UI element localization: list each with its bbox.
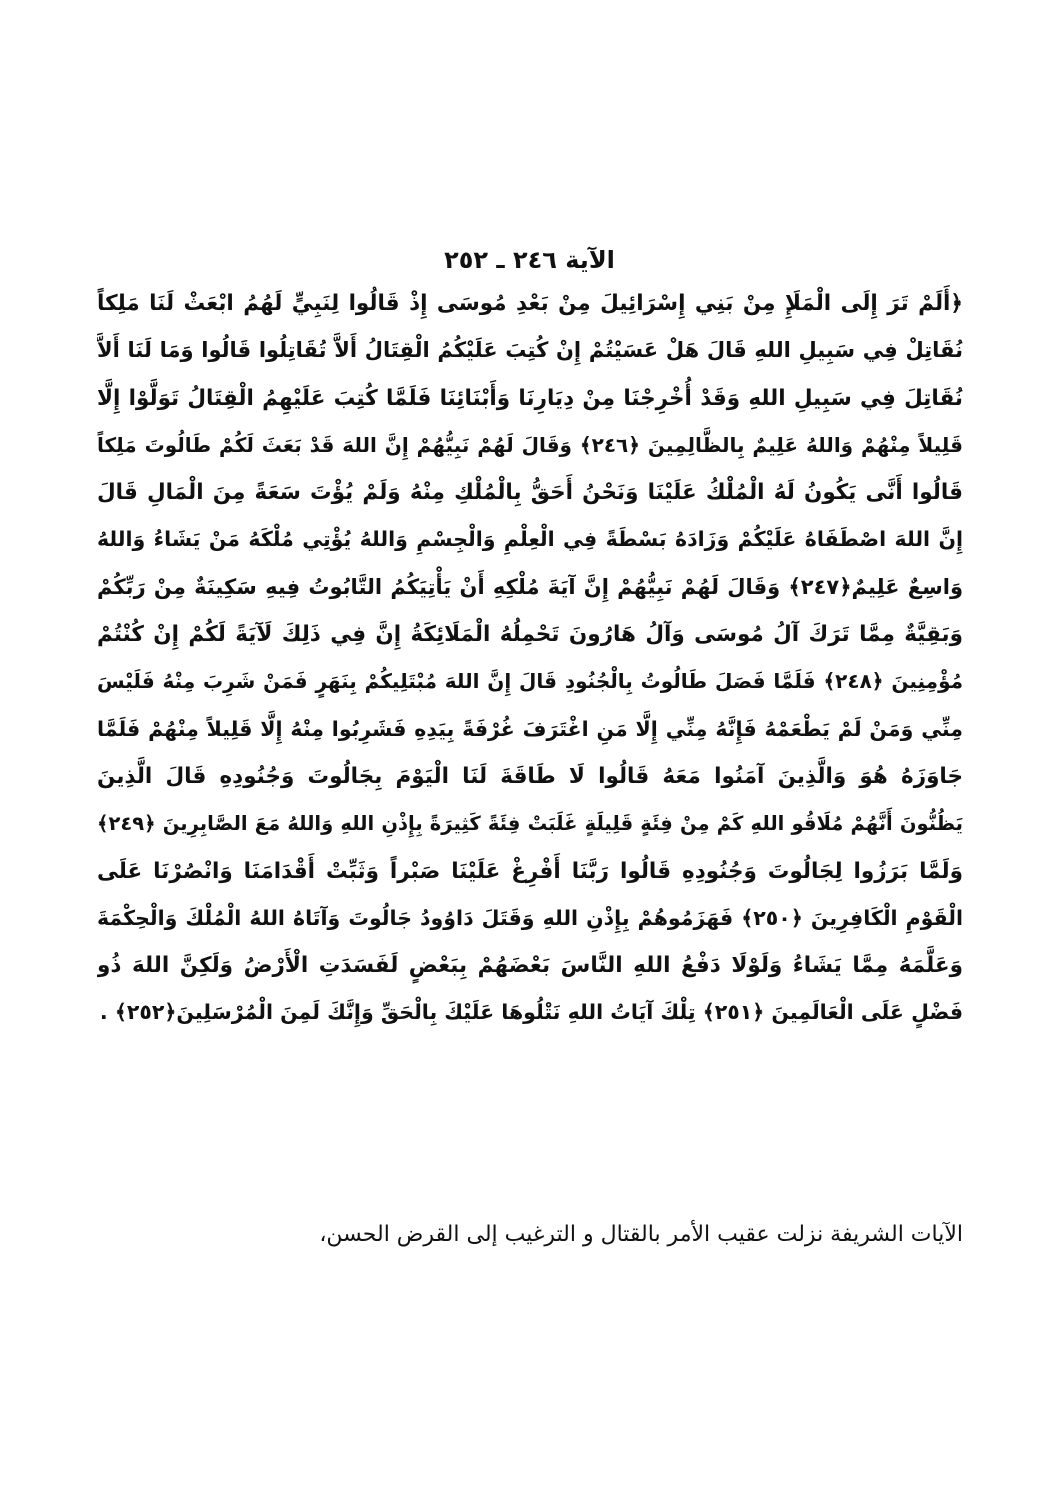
verse-line: مُؤْمِنِينَ ﴿٢٤٨﴾ فَلَمَّا فَصَلَ طَالُوتُ بِالْجُنُودِ قَالَ إِنَّ اللهَ مُبْتَلِيكُمْ بِنَهَرٍ فَمَنْ شَرِبَ مِنْهُ فَلَيْسَ [97,669,963,694]
verse-line: فَضْلٍ عَلَى الْعَالَمِينَ ﴿٢٥١﴾ تِلْكَ آيَاتُ اللهِ نَتْلُوهَا عَلَيْكَ بِالْحَقِّ وَإِنَّكَ لَمِنَ الْمُرْسَلِينَ﴿٢٥٢﴾ . [99,1000,963,1025]
verse-range-heading: الآية ٢٤٦ ـ ٢٥٢ [444,246,615,274]
verse-line: جَاوَزَهُ هُوَ وَالَّذِينَ آمَنُوا مَعَهُ قَالُوا لَا طَاقَةَ لَنَا الْيَوْمَ بِجَالُوتَ وَجُنُودِهِ قَالَ الَّذِينَ [97,763,963,789]
verse-line: يَظُنُّونَ أَنَّهُمْ مُلَاقُو اللهِ كَمْ مِنْ فِئَةٍ قَلِيلَةٍ غَلَبَتْ فِئَةً كَثِيرَةً بِإِذْنِ اللهِ وَاللهُ مَعَ الصَّابِرِينَ ﴿٢٤٩﴾ [97,812,963,836]
commentary-paragraph: الآيات الشريفة نزلت عقيب الأمر بالقتال و الترغيب إلى القرض الحسن، [319,1222,963,1247]
verse-line: نُقَاتِلْ فِي سَبِيلِ اللهِ قَالَ هَلْ عَسَيْتُمْ إِنْ كُتِبَ عَلَيْكُمُ الْقِتَالُ أَلاَّ تُقَاتِلُوا قَالُوا وَمَا لَنَا أَلاَّ [97,338,963,363]
verse-line: قَلِيلاً مِنْهُمْ وَاللهُ عَلِيمٌ بِالظَّالِمِينَ ﴿٢٤٦﴾ وَقَالَ لَهُمْ نَبِيُّهُمْ إِنَّ اللهَ قَدْ بَعَثَ لَكُمْ طَالُوتَ مَلِكاً [97,432,963,457]
quran-verses-block [97,280,963,1037]
verse-line: قَالُوا أَنَّى يَكُونُ لَهُ الْمُلْكُ عَلَيْنَا وَنَحْنُ أَحَقُّ بِالْمُلْكِ مِنْهُ وَلَمْ يُؤْتَ سَعَةً مِنَ الْمَالِ قَالَ [97,480,963,506]
verse-line: الْقَوْمِ الْكَافِرِينَ ﴿٢٥٠﴾ فَهَزَمُوهُمْ بِإِذْنِ اللهِ وَقَتَلَ دَاوُودُ جَالُوتَ وَآتَاهُ اللهُ الْمُلْكَ وَالْحِكْمَةَ [97,905,963,930]
verse-line: وَاسِعٌ عَلِيمٌ﴿٢٤٧﴾ وَقَالَ لَهُمْ نَبِيُّهُمْ إِنَّ آيَةَ مُلْكِهِ أَنْ يَأْتِيَكُمُ التَّابُوتُ فِيهِ سَكِينَةٌ مِنْ رَبِّكُمْ [97,574,963,599]
verse-line: إِنَّ اللهَ اصْطَفَاهُ عَلَيْكُمْ وَزَادَهُ بَسْطَةً فِي الْعِلْمِ وَالْجِسْمِ وَاللهُ يُؤْتِي مُلْكَهُ مَنْ يَشَاءُ وَاللهُ [97,527,963,552]
verse-line: نُقَاتِلَ فِي سَبِيلِ اللهِ وَقَدْ أُخْرِجْنَا مِنْ دِيَارِنَا وَأَبْنَائِنَا فَلَمَّا كُتِبَ عَلَيْهِمُ الْقِتَالُ تَوَلَّوْا إِلَّا [97,385,963,411]
verse-line: مِنِّي وَمَنْ لَمْ يَطْعَمْهُ فَإِنَّهُ مِنِّي إِلَّا مَنِ اغْتَرَفَ غُرْفَةً بِيَدِهِ فَشَرِبُوا مِنْهُ إِلَّا قَلِيلاً مِنْهُمْ فَلَمَّا [97,716,963,741]
verse-line: وَعَلَّمَهُ مِمَّا يَشَاءُ وَلَوْلَا دَفْعُ اللهِ النَّاسَ بَعْضَهُمْ بِبَعْضٍ لَفَسَدَتِ الْأَرْضُ وَلَكِنَّ اللهَ ذُو [97,953,963,979]
verse-line: ﴿أَلَمْ تَرَ إِلَى الْمَلَإِ مِنْ بَنِي إِسْرَائِيلَ مِنْ بَعْدِ مُوسَى إِذْ قَالُوا لِنَبِيٍّ لَهُمُ ابْعَثْ لَنَا مَلِكاً [97,291,963,316]
verse-line: وَلَمَّا بَرَزُوا لِجَالُوتَ وَجُنُودِهِ قَالُوا رَبَّنَا أَفْرِغْ عَلَيْنَا صَبْراً وَثَبِّتْ أَقْدَامَنَا وَانْصُرْنَا عَلَى [97,858,963,884]
verse-line: وَبَقِيَّةٌ مِمَّا تَرَكَ آلُ مُوسَى وَآلُ هَارُونَ تَحْمِلُهُ الْمَلَائِكَةُ إِنَّ فِي ذَلِكَ لَآيَةً لَكُمْ إِنْ كُنْتُمْ [97,622,963,648]
